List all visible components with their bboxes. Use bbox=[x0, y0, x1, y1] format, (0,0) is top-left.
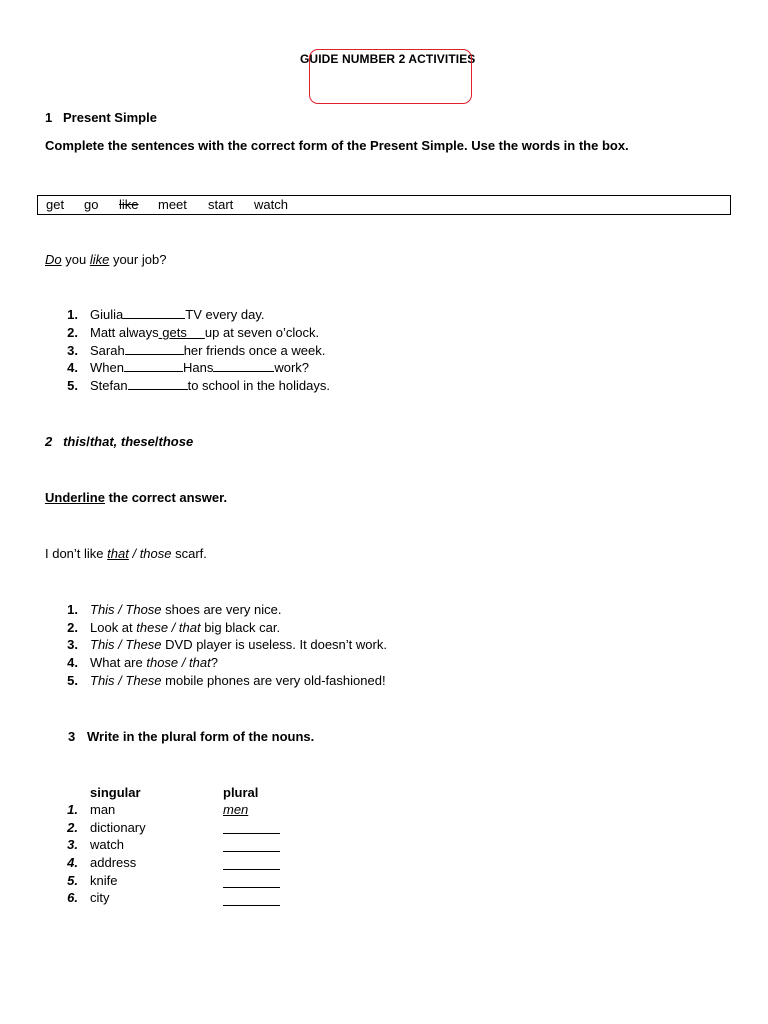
plural-answer-blank[interactable] bbox=[223, 851, 280, 852]
section1-number: 1 bbox=[45, 110, 53, 125]
answer-blank[interactable] bbox=[123, 317, 185, 319]
column-header-plural: plural bbox=[223, 785, 259, 800]
filled-answer: gets bbox=[162, 325, 187, 340]
section2-item: This / These mobile phones are very old-fashioned! bbox=[90, 673, 386, 688]
word-box-item: go bbox=[84, 197, 99, 212]
plural-answer-blank[interactable] bbox=[223, 887, 280, 888]
section2-item: Look at these / that big black car. bbox=[90, 620, 281, 635]
word-box-item: meet bbox=[158, 197, 187, 212]
plural-answer-blank[interactable] bbox=[223, 869, 280, 870]
section2-item: This / Those shoes are very nice. bbox=[90, 602, 282, 617]
item-number: 1. bbox=[67, 307, 78, 322]
column-header-singular: singular bbox=[90, 785, 141, 800]
singular-noun: city bbox=[90, 890, 110, 905]
section1-item: Stefan to school in the holidays. bbox=[90, 378, 330, 393]
answer-blank[interactable] bbox=[125, 353, 184, 355]
choice-options[interactable]: these / that bbox=[136, 620, 201, 635]
answer-blank[interactable] bbox=[213, 370, 274, 372]
section1-example: Do you like your job? bbox=[45, 252, 167, 267]
section1-item: Matt always gets up at seven o’clock. bbox=[90, 325, 320, 340]
word-box-item-used: like bbox=[119, 197, 139, 212]
section2-heading: 2 this/that, these/those bbox=[45, 434, 194, 449]
section3-heading: Write in the plural form of the nouns. bbox=[87, 729, 315, 744]
section1-item: Giulia TV every day. bbox=[90, 307, 265, 322]
row-number: 4. bbox=[67, 855, 78, 870]
example-answer: that bbox=[107, 546, 129, 561]
item-number: 4. bbox=[67, 360, 78, 375]
row-number: 1. bbox=[67, 802, 78, 817]
item-number: 5. bbox=[67, 673, 78, 688]
item-number: 1. bbox=[67, 602, 78, 617]
answer-blank[interactable] bbox=[124, 370, 183, 372]
word-box bbox=[37, 195, 731, 215]
section2-item: This / These DVD player is useless. It doesn’t work. bbox=[90, 637, 387, 652]
singular-noun: man bbox=[90, 802, 116, 817]
singular-noun: watch bbox=[90, 837, 124, 852]
example-answer: like bbox=[89, 252, 110, 267]
section2-instruction: Underline the correct answer. bbox=[45, 490, 228, 505]
word-box-item: watch bbox=[254, 197, 288, 212]
row-number: 2. bbox=[67, 820, 78, 835]
item-number: 2. bbox=[67, 325, 78, 340]
choice-options[interactable]: This / These bbox=[90, 673, 162, 688]
word-box-item: get bbox=[46, 197, 65, 212]
item-number: 2. bbox=[67, 620, 78, 635]
row-number: 6. bbox=[67, 890, 78, 905]
singular-noun: address bbox=[90, 855, 137, 870]
example-answer: Do bbox=[45, 252, 62, 267]
choice-options[interactable]: those / that bbox=[146, 655, 211, 670]
item-number: 3. bbox=[67, 637, 78, 652]
singular-noun: dictionary bbox=[90, 820, 146, 835]
section1-item: Sarah her friends once a week. bbox=[90, 343, 326, 358]
section3-number: 3 bbox=[68, 729, 76, 744]
word-box-item: start bbox=[208, 197, 234, 212]
answer-blank[interactable] bbox=[128, 388, 188, 390]
plural-answer-blank[interactable] bbox=[223, 833, 280, 834]
title-highlight-box bbox=[309, 49, 472, 104]
item-number: 5. bbox=[67, 378, 78, 393]
section2-example: I don’t like that / those scarf. bbox=[45, 546, 207, 561]
choice-options[interactable]: This / Those bbox=[90, 602, 162, 617]
section1-instruction: Complete the sentences with the correct form of the Present Simple. Use the words in the box. bbox=[45, 138, 629, 153]
item-number: 4. bbox=[67, 655, 78, 670]
singular-noun: knife bbox=[90, 873, 118, 888]
section1-item: When Hans work? bbox=[90, 360, 310, 375]
row-number: 5. bbox=[67, 873, 78, 888]
item-number: 3. bbox=[67, 343, 78, 358]
plural-answer-blank[interactable] bbox=[223, 905, 280, 906]
page-title: GUIDE NUMBER 2 ACTIVITIES bbox=[300, 52, 476, 66]
plural-answer: men bbox=[223, 802, 249, 817]
section2-item: What are those / that? bbox=[90, 655, 218, 670]
choice-options[interactable]: This / These bbox=[90, 637, 162, 652]
row-number: 3. bbox=[67, 837, 78, 852]
section1-heading: Present Simple bbox=[63, 110, 157, 125]
